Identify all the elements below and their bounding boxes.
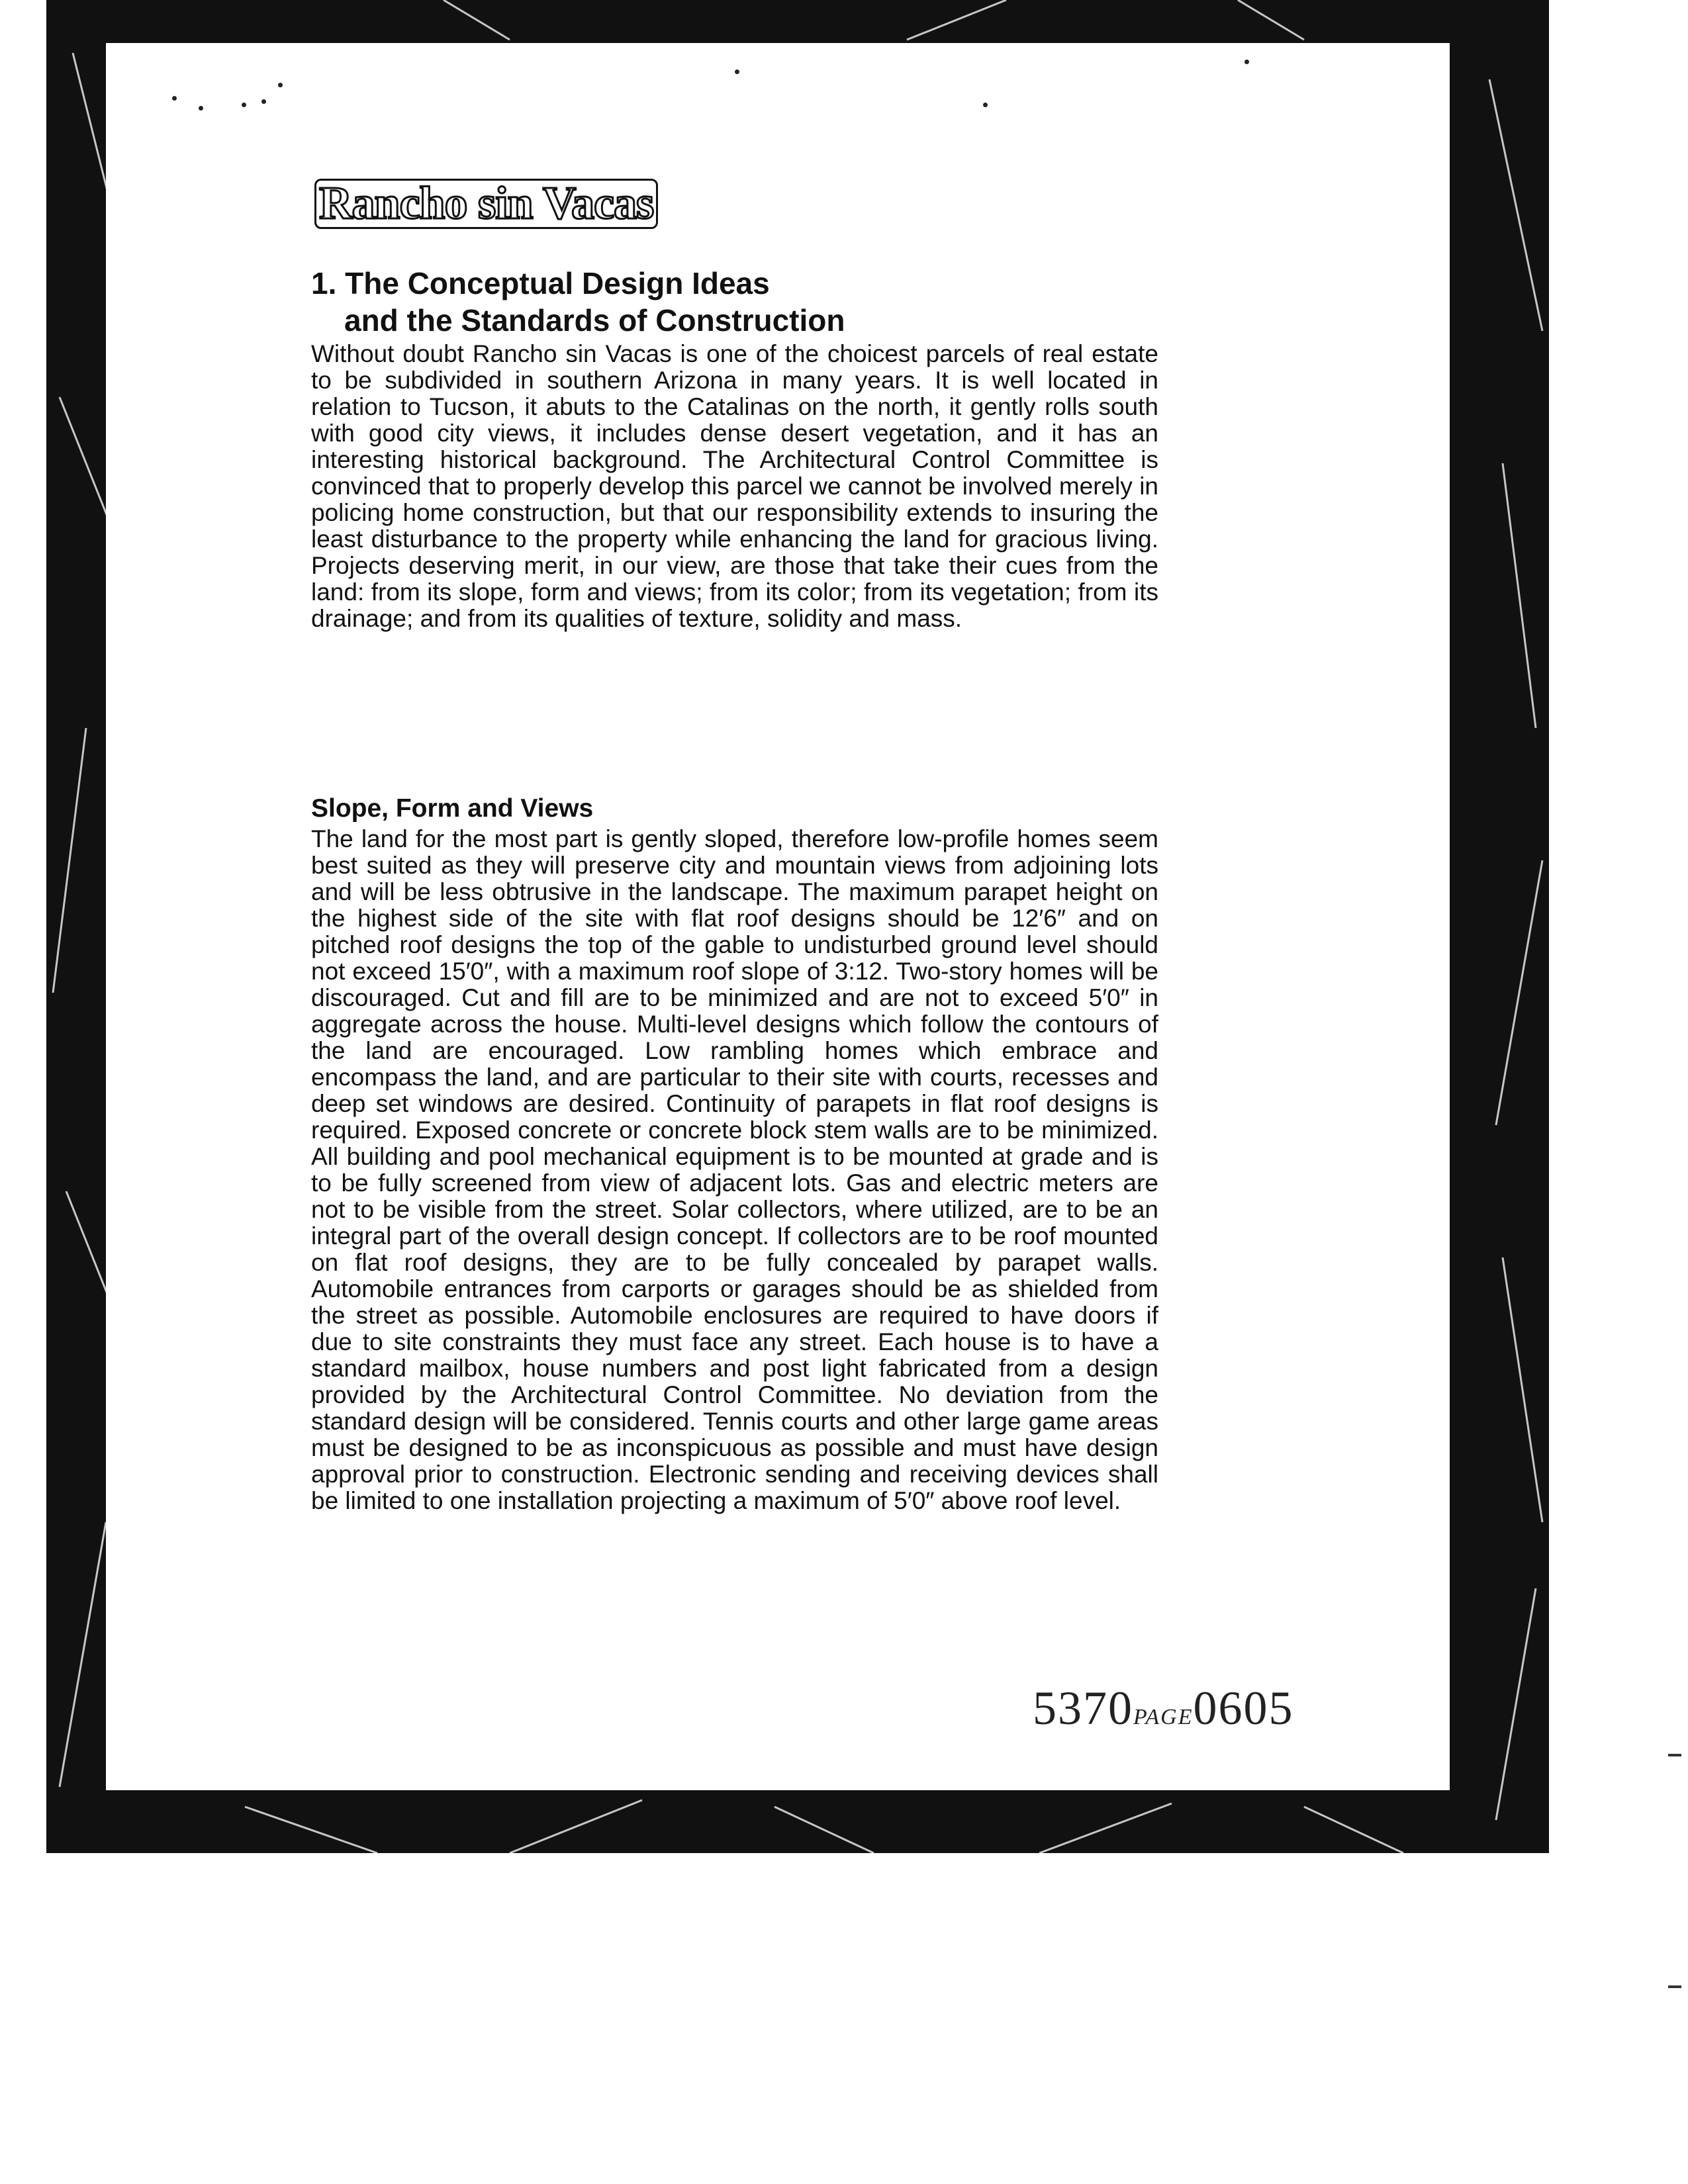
edge-mark: [1668, 1754, 1681, 1756]
subsection-title: Slope, Form and Views: [311, 794, 594, 823]
slope-form-views-paragraph: The land for the most part is gently sloped, therefore low-profile homes seem best suited as they will preserve city and mountain views from adjoining lots and will be less obtrusive in the landscape. The maximum parapet height on the highest side of the site with flat roof designs should be 12′6″ and on pitched roof designs the top of the gable to undisturbed ground level should not exceed 15′0″, with a maximum roof slope of 3:12. Two-story homes will be discouraged. Cut and fill are to be minimized and are not to exceed 5′0″ in aggregate across the house. Multi-level designs which follow the contours of the land are encouraged. Low rambling homes which embrace and encompass the land, and are particular to their site with courts, recesses and deep set windows are desired. Continuity of parapets in flat roof designs is required. Exposed concrete or concrete block stem walls are to be minimized. All building and pool mechanical equipment is to be mounted at grade and is to be fully screened from view of adjacent lots. Gas and electric meters are not to be visible from the street. Solar collectors, where utilized, are to be an integral part of the overall design concept. If collectors are to be roof mounted on flat roof designs, they are to be fully concealed by parapet walls. Automobile entrances from carports or garages should be as shielded from the street as possible. Automobile enclosures are required to have doors if due to site constraints they must face any street. Each house is to have a standard mailbox, house numbers and post light fabricated from a design provided by the Architectural Control Committee. No deviation from the standard design will be considered. Tennis courts and other large game areas must be designed to be as inconspicuous as possible and must have design approval prior to construction. Electronic sending and receiving devices shall be limited to one installation projecting a maximum of 5′0″ above roof level.: [311, 825, 1158, 1514]
page-stamp: [1033, 1681, 1293, 1736]
rancho-sin-vacas-logo: [314, 179, 662, 229]
edge-mark: [1668, 1985, 1681, 1988]
stamp-mid: PAGE: [1133, 1705, 1194, 1729]
stamp-number-left: 5370: [1033, 1682, 1133, 1735]
heading-line-1: 1. The Conceptual Design Ideas: [311, 266, 770, 300]
stamp-number-right: 0605: [1193, 1682, 1294, 1735]
heading-line-2: and the Standards of Construction: [344, 303, 845, 338]
section-heading: [311, 265, 845, 339]
intro-paragraph: Without doubt Rancho sin Vacas is one of the choicest parcels of real estate to be subdivided in southern Arizona in many years. It is well located in relation to Tucson, it abuts to the Catalinas on the north, it gently rolls south with good city views, it includes dense desert vegetation, and it has an interesting historical background. The Architectural Control Committee is convinced that to properly develop this parcel we cannot be involved merely in policing home construction, but that our responsibility extends to insuring the least disturbance to the property while enhancing the land for gracious living. Projects deserving merit, in our view, are those that take their cues from the land: from its slope, form and views; from its color; from its vegetation; from its drainage; and from its qualities of texture, solidity and mass.: [311, 340, 1158, 632]
logo-text: Rancho sin Vacas: [314, 179, 658, 229]
